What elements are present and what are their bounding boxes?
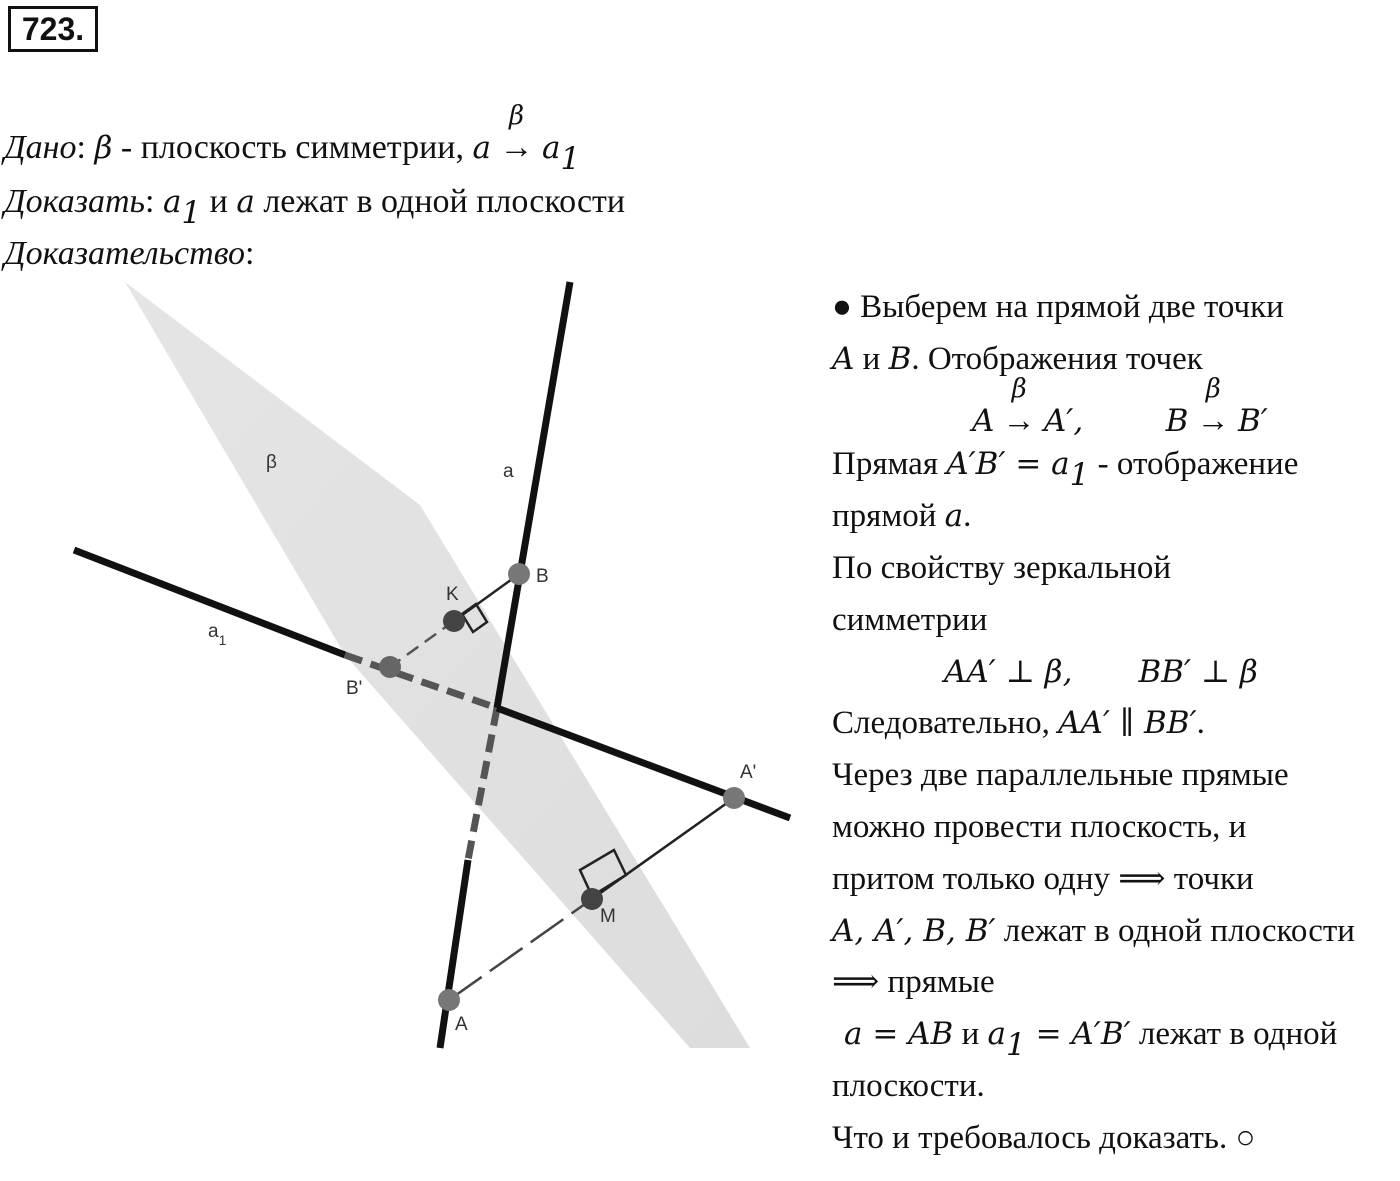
proof-line-13: A, A′, B, B′ лежат в одной плоскости — [832, 912, 1355, 949]
mapping-arrow: β → — [499, 101, 534, 166]
label-b-prime: B' — [346, 678, 363, 699]
proof-label-line: Доказательство: — [4, 235, 255, 272]
proof-label: Доказательство — [4, 235, 246, 272]
given-line: Дано: β - плоскость симметрии, a β → $a_1$ — [4, 101, 581, 177]
label-beta: β — [266, 452, 277, 473]
prove-label: Доказать — [4, 183, 145, 220]
proof-line-4: Прямая $A'B' = a_1$ - отображение — [832, 446, 1299, 494]
point-a-prime — [723, 787, 745, 809]
point-a — [438, 989, 460, 1011]
prove-line: Доказать: $a_1$ и a лежат в одной плоскости — [4, 183, 626, 231]
label-b: B — [536, 566, 549, 587]
plane-beta — [125, 282, 750, 1048]
geometry-figure — [0, 270, 810, 1070]
proof-line-2: A и B. Отображения точек — [832, 340, 1203, 377]
given-label: Дано — [4, 129, 77, 166]
proof-line-15: a = AB и $a_1 = A'B'$ лежат в одной — [844, 1016, 1338, 1063]
proof-line-5: прямой a. — [832, 498, 972, 535]
problem-number: 723. — [8, 6, 98, 52]
proof-line-perpendiculars: AA′ ⊥ β, BB′ ⊥ β — [944, 653, 1258, 690]
proof-line-6: По свойству зеркальной — [832, 549, 1172, 586]
proof-line-12: притом только одну ⟹ точки — [832, 860, 1254, 897]
proof-line-10: Через две параллельные прямые — [832, 757, 1289, 794]
proof-line-14: ⟹ прямые — [832, 964, 995, 1001]
label-a-prime: A' — [740, 762, 757, 783]
point-b-prime — [379, 656, 401, 678]
proof-line-1: ● Выберем на прямой две точки — [832, 289, 1284, 325]
proof-line-mappings: A β → A′, B β → B′ — [972, 373, 1268, 439]
point-b — [508, 563, 530, 585]
proof-line-9: Следовательно, AA′ ∥ BB′. — [832, 705, 1205, 742]
label-k: K — [446, 584, 459, 605]
proof-line-17: Что и требовалось доказать. ○ — [832, 1119, 1256, 1156]
label-a: A — [455, 1014, 468, 1035]
proof-line-11: можно провести плоскость, и — [832, 808, 1247, 845]
proof-line-7: симметрии — [832, 601, 988, 638]
label-line-a: a — [503, 461, 514, 482]
proof-line-16: плоскости. — [832, 1067, 985, 1104]
line-a-upper — [497, 282, 570, 708]
point-k — [443, 610, 465, 632]
proof-text — [832, 282, 1400, 1165]
segment-a-m-dashed — [449, 899, 592, 1000]
label-m: M — [600, 906, 616, 927]
label-line-a1: $a_1$ — [208, 621, 227, 648]
